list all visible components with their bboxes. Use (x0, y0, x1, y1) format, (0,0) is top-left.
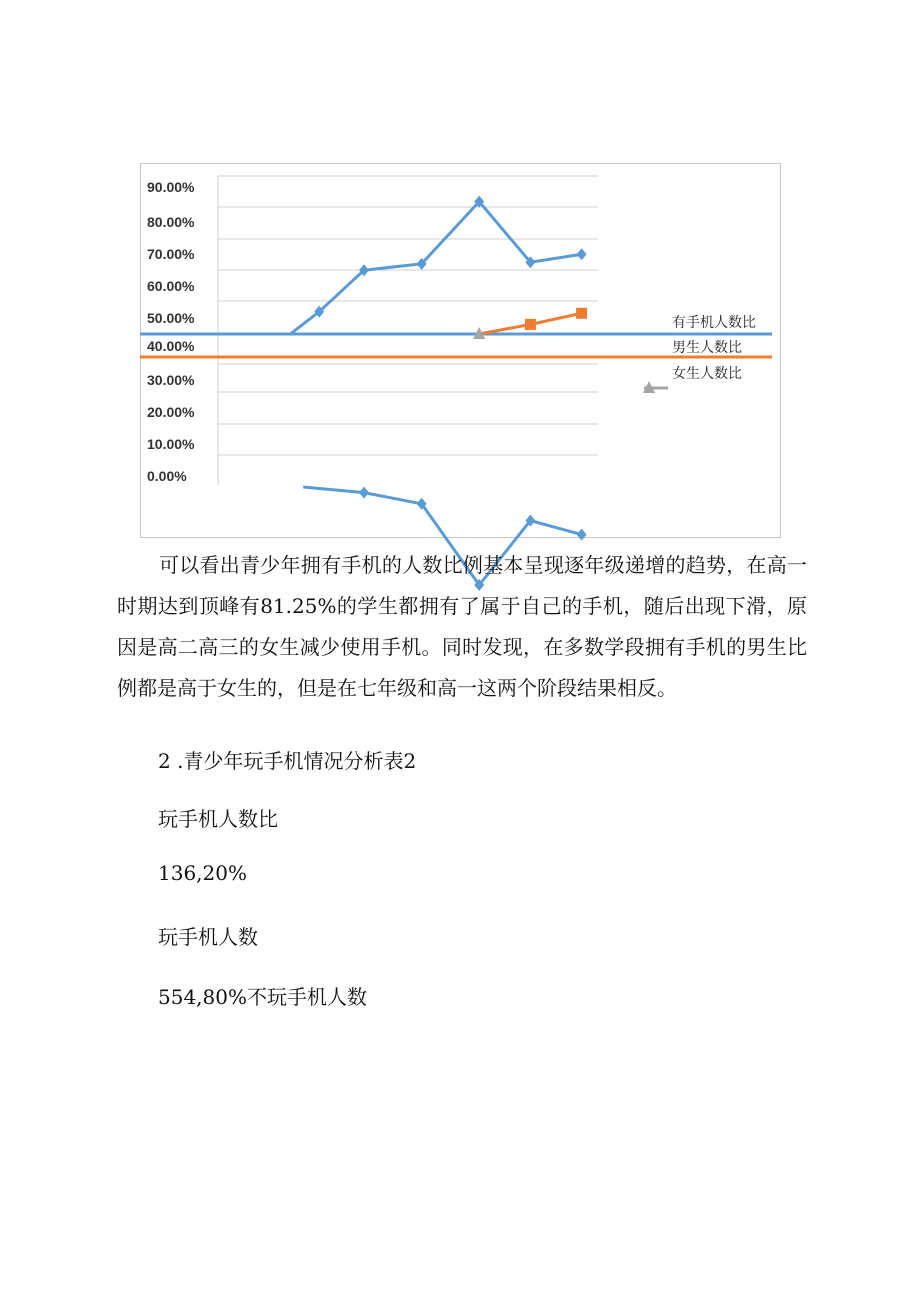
y-tick-label-8: 10.00% (147, 436, 195, 452)
label-play-ratio: 玩手机人数比 (158, 807, 278, 831)
legend-label-2: 女生人数比 (672, 366, 742, 382)
line-chart (0, 0, 920, 560)
y-tick-label-1: 80.00% (147, 214, 195, 230)
section-heading: 2 .青少年玩手机情况分析表2 (158, 749, 417, 773)
y-tick-label-4: 50.00% (147, 310, 195, 326)
y-tick-label-5: 40.00% (147, 338, 195, 354)
series-0-line-1 (290, 202, 581, 334)
y-tick-label-0: 90.00% (147, 179, 195, 195)
y-tick-label-9: 0.00% (147, 468, 187, 484)
value-play-count: 136,20% (158, 861, 247, 885)
legend-label-0: 有手机人数比 (672, 315, 756, 331)
legend-label-1: 男生人数比 (672, 340, 742, 356)
series-1-point-0-2 (576, 308, 587, 319)
label-play-count: 玩手机人数 (158, 925, 258, 949)
y-tick-label-2: 70.00% (147, 246, 195, 262)
series-0-point-2-1 (359, 487, 369, 499)
y-tick-label-6: 30.00% (147, 372, 195, 388)
series-0-point-1-6 (577, 248, 587, 260)
y-tick-label-7: 20.00% (147, 404, 195, 420)
value-no-play-count: 554,80%不玩手机人数 (158, 985, 367, 1009)
analysis-paragraph: 可以看出青少年拥有手机的人数比例基本呈现逐年级递增的趋势，在高一时期达到顶峰有81.25%的学生都拥有了属于自己的手机，随后出现下滑，原因是高二高三的女生减少使用手机。同时发现，在多数学段拥有手机的男生比例都是高于女生的，但是在七年级和高一这两个阶段结果相反。 (117, 553, 807, 700)
series-1-point-0-1 (525, 319, 536, 330)
y-tick-label-3: 60.00% (147, 278, 195, 294)
series-0-point-2-5 (577, 529, 587, 541)
